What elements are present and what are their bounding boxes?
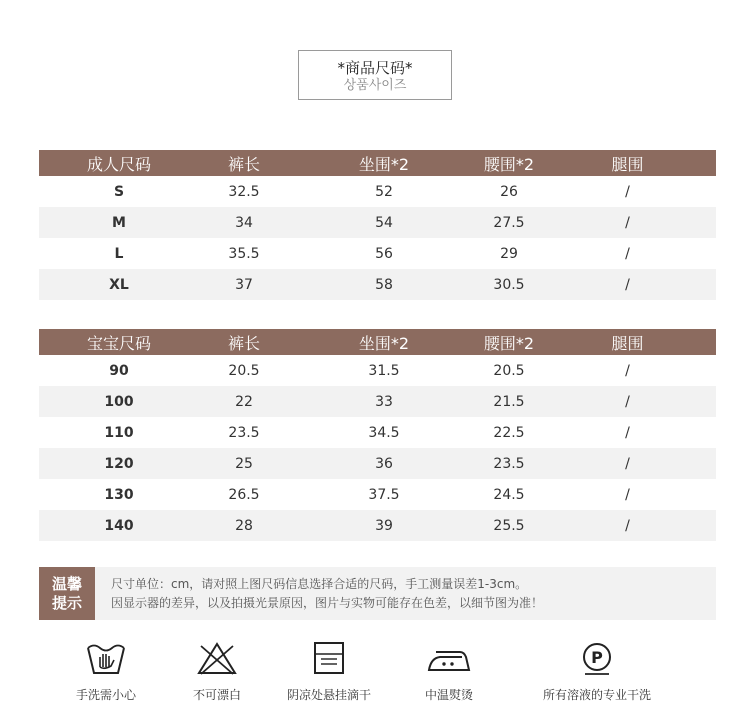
care-label: 所有溶液的专业干洗	[542, 688, 651, 702]
table-row	[39, 479, 716, 510]
svg-text:P: P	[591, 648, 603, 667]
care-label: 手洗需小心	[75, 688, 136, 702]
hip-cell: 37.5	[368, 486, 400, 503]
thigh-cell: /	[625, 517, 630, 534]
length-cell: 25	[235, 455, 253, 472]
size-cell: M	[112, 214, 126, 231]
tips-line2: 因显示器的差异，以及拍摄光景原因，图片与实物可能存在色差，以细节图为准！	[111, 595, 544, 610]
table-row	[39, 355, 716, 386]
waist-cell: 30.5	[493, 276, 525, 293]
size-cell: 120	[104, 455, 134, 472]
iron-medium-icon	[426, 640, 472, 676]
care-label: 阴凉处悬挂滴干	[286, 688, 371, 702]
tips-text	[95, 575, 543, 613]
care-item-iron	[374, 640, 524, 703]
care-label: 中温熨烫	[424, 688, 473, 702]
waist-cell: 25.5	[493, 517, 525, 534]
dry-clean-p-icon	[575, 640, 619, 676]
care-label: 不可漂白	[192, 688, 241, 702]
header-waist: 腰围*2	[483, 154, 535, 174]
header-length: 裤长	[227, 333, 260, 353]
hip-cell: 52	[375, 183, 393, 200]
header-thigh: 腿围	[611, 154, 644, 174]
table-row	[39, 510, 716, 541]
hip-cell: 33	[375, 393, 393, 410]
waist-cell: 20.5	[493, 362, 525, 379]
waist-cell: 27.5	[493, 214, 525, 231]
thigh-cell: /	[625, 362, 630, 379]
adult-size-table	[39, 150, 716, 300]
hand-wash-icon	[84, 640, 128, 676]
size-cell: L	[114, 245, 124, 262]
header-waist: 腰围*2	[483, 333, 535, 353]
tips-panel	[39, 567, 716, 620]
size-cell: 110	[104, 424, 134, 441]
waist-cell: 21.5	[493, 393, 525, 410]
length-cell: 35.5	[228, 245, 260, 262]
size-cell: XL	[109, 276, 129, 293]
hip-cell: 36	[375, 455, 393, 472]
length-cell: 20.5	[228, 362, 260, 379]
waist-cell: 29	[500, 245, 518, 262]
shade-dry-icon	[307, 640, 351, 676]
title-ko: 상품사이즈	[343, 78, 407, 93]
baby-table-header	[39, 329, 716, 355]
table-row	[39, 238, 716, 269]
header-hip: 坐围*2	[358, 154, 410, 174]
thigh-cell: /	[625, 393, 630, 410]
length-cell: 34	[235, 214, 253, 231]
thigh-cell: /	[625, 214, 630, 231]
header-thigh: 腿围	[611, 333, 644, 353]
header-length: 裤长	[227, 154, 260, 174]
thigh-cell: /	[625, 455, 630, 472]
header-hip: 坐围*2	[358, 333, 410, 353]
table-row	[39, 386, 716, 417]
length-cell: 23.5	[228, 424, 260, 441]
baby-size-table	[39, 329, 716, 541]
hip-cell: 54	[375, 214, 393, 231]
waist-cell: 26	[500, 183, 518, 200]
length-cell: 28	[235, 517, 253, 534]
thigh-cell: /	[625, 183, 630, 200]
table-row	[39, 176, 716, 207]
tips-line1: 尺寸单位：cm，请对照上图尺码信息选择合适的尺码，手工测量误差1-3cm。	[111, 576, 528, 591]
length-cell: 26.5	[228, 486, 260, 503]
tips-badge-line1: 温馨	[51, 574, 82, 593]
size-title-box	[298, 50, 452, 100]
length-cell: 32.5	[228, 183, 260, 200]
thigh-cell: /	[625, 245, 630, 262]
thigh-cell: /	[625, 276, 630, 293]
table-row	[39, 207, 716, 238]
care-item-dry-clean	[522, 640, 672, 703]
header-size: 成人尺码	[86, 154, 151, 174]
thigh-cell: /	[625, 486, 630, 503]
size-cell: 130	[104, 486, 134, 503]
waist-cell: 23.5	[493, 455, 525, 472]
hip-cell: 31.5	[368, 362, 400, 379]
hip-cell: 34.5	[368, 424, 400, 441]
size-cell: 140	[104, 517, 134, 534]
length-cell: 37	[235, 276, 253, 293]
tips-badge-line2: 提示	[51, 593, 82, 612]
adult-table-header	[39, 150, 716, 176]
size-cell: 100	[104, 393, 134, 410]
hip-cell: 58	[375, 276, 393, 293]
waist-cell: 22.5	[493, 424, 525, 441]
hip-cell: 39	[375, 517, 393, 534]
hip-cell: 56	[375, 245, 393, 262]
size-cell: 90	[109, 362, 129, 379]
header-size: 宝宝尺码	[86, 333, 151, 353]
size-cell: S	[113, 183, 125, 200]
title-zh: *商品尺码*	[337, 59, 413, 77]
waist-cell: 24.5	[493, 486, 525, 503]
thigh-cell: /	[625, 424, 630, 441]
table-row	[39, 417, 716, 448]
table-row	[39, 269, 716, 300]
tips-badge	[39, 567, 95, 620]
no-bleach-icon	[195, 640, 239, 676]
table-row	[39, 448, 716, 479]
length-cell: 22	[235, 393, 253, 410]
